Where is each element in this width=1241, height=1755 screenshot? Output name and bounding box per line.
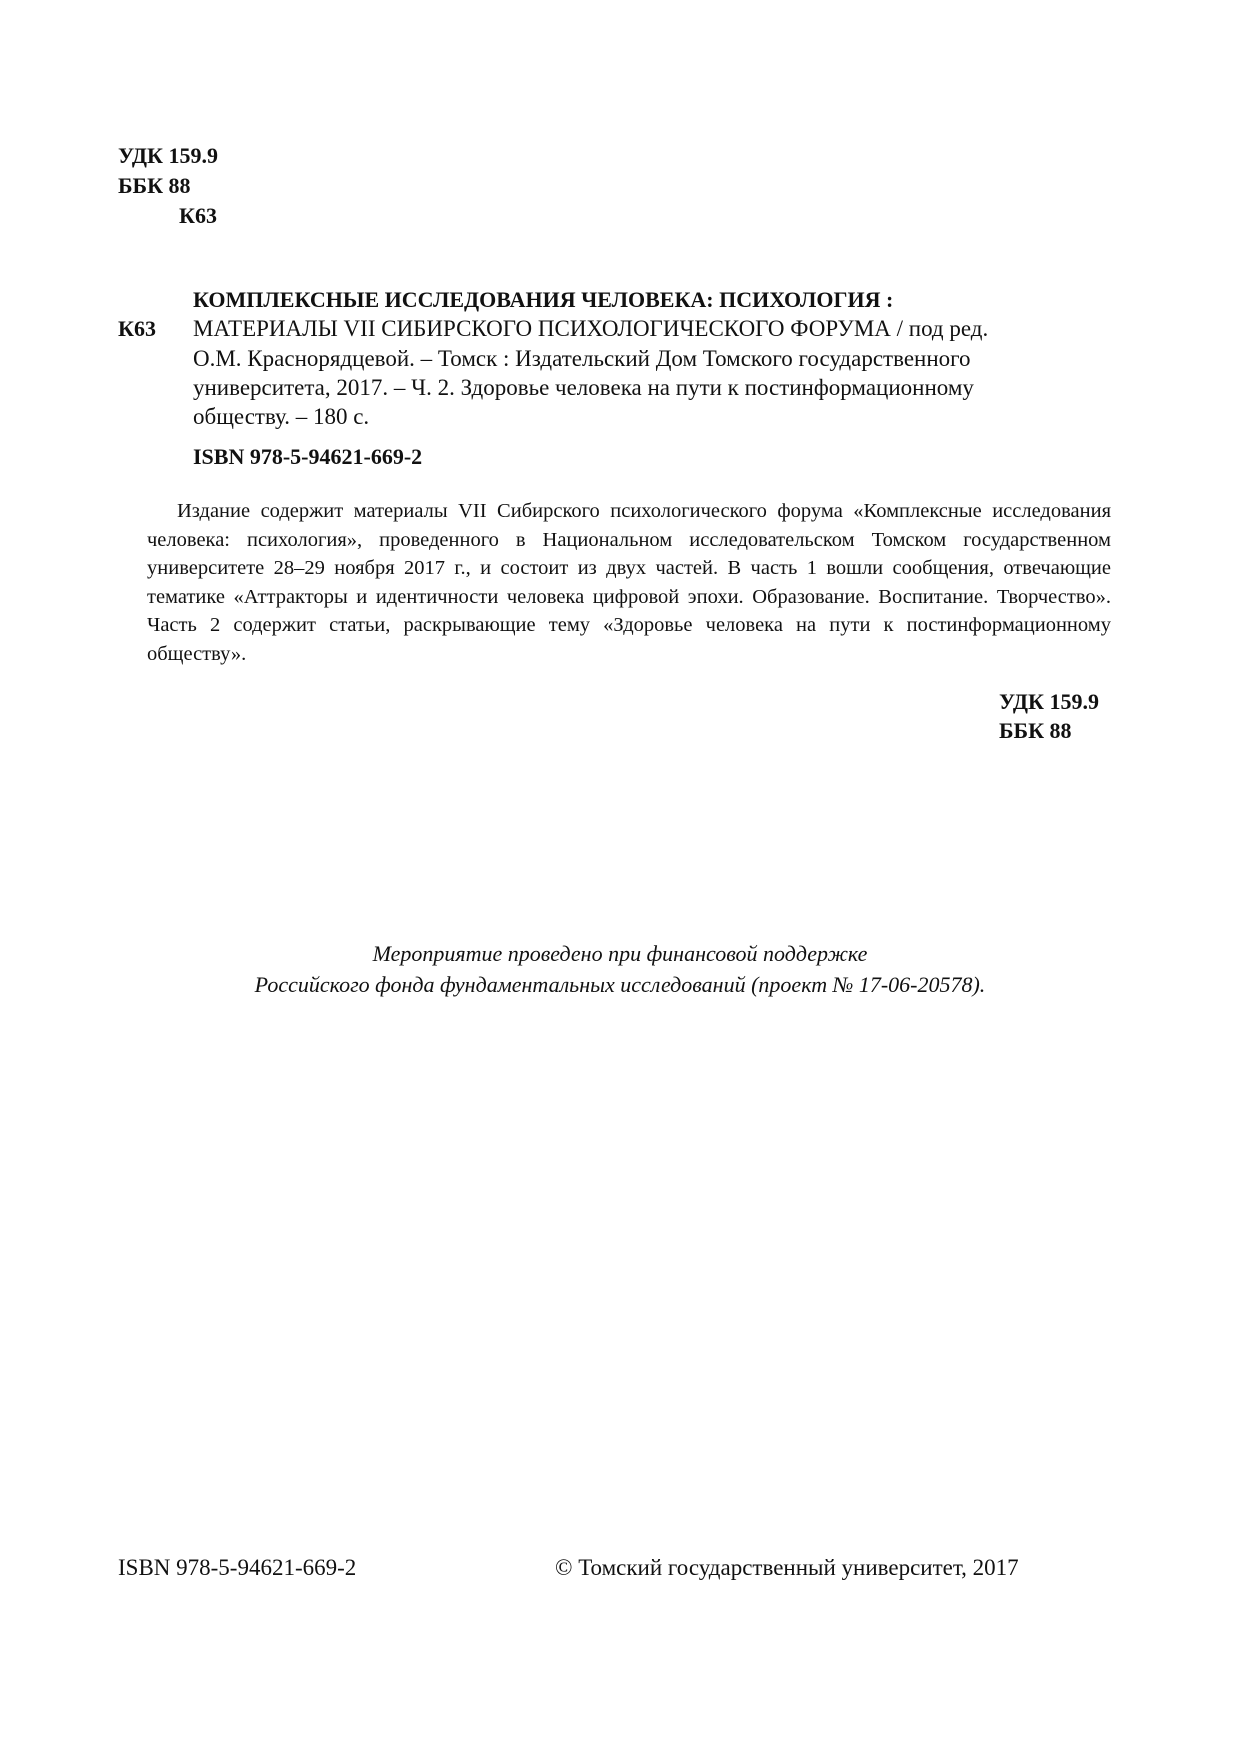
udk-code-top: УДК 159.9	[118, 143, 219, 168]
catalog-line-1: МАТЕРИАЛЫ VII СИБИРСКОГО ПСИХОЛОГИЧЕСКОГО ФОРУМА / под ред.	[193, 316, 989, 341]
catalog-line-2: О.М. Краснорядцевой. – Томск : Издательский Дом Томского государственного	[193, 346, 971, 371]
bbk-code-top: ББК 88	[118, 173, 191, 198]
catalog-isbn: ISBN 978-5-94621-669-2	[193, 444, 423, 469]
funding-line-1: Мероприятие проведено при финансовой поддержке	[372, 941, 868, 966]
funding-note	[120, 938, 1120, 1000]
catalog-line-3: университета, 2017. – Ч. 2. Здоровье человека на пути к постинформационному	[193, 375, 974, 400]
catalog-title: КОМПЛЕКСНЫЕ ИССЛЕДОВАНИЯ ЧЕЛОВЕКА: ПСИХОЛОГИЯ :	[193, 287, 894, 312]
udk-code-right: УДК 159.9	[999, 689, 1100, 714]
footer-copyright: © Томский государственный университет, 2017	[555, 1555, 1019, 1580]
annotation-text: Издание содержит материалы VII Сибирского психологического форума «Комплексные исследования человека: психология», проведенного в Национальном исследовательском Томском государственном университете 28–29 ноября 2017 г., и состоит из двух частей. В часть 1 вошли сообщения, отвечающие тематике «Аттракторы и идентичности человека цифровой эпохи. Образование. Воспитание. Творчество». Часть 2 содержит статьи, раскрывающие тему «Здоровье человека на пути к постинформационному обществу».	[147, 500, 1111, 665]
catalog-line-4: обществу. – 180 с.	[193, 404, 370, 429]
footer-isbn: ISBN 978-5-94621-669-2	[118, 1555, 357, 1580]
bbk-code-right: ББК 88	[999, 718, 1072, 743]
author-sign-top: К63	[179, 203, 217, 228]
annotation-block	[147, 497, 1111, 668]
funding-line-2: Российского фонда фундаментальных исследований (проект № 17-06-20578).	[254, 972, 986, 997]
catalog-author-sign: К63	[118, 316, 156, 341]
